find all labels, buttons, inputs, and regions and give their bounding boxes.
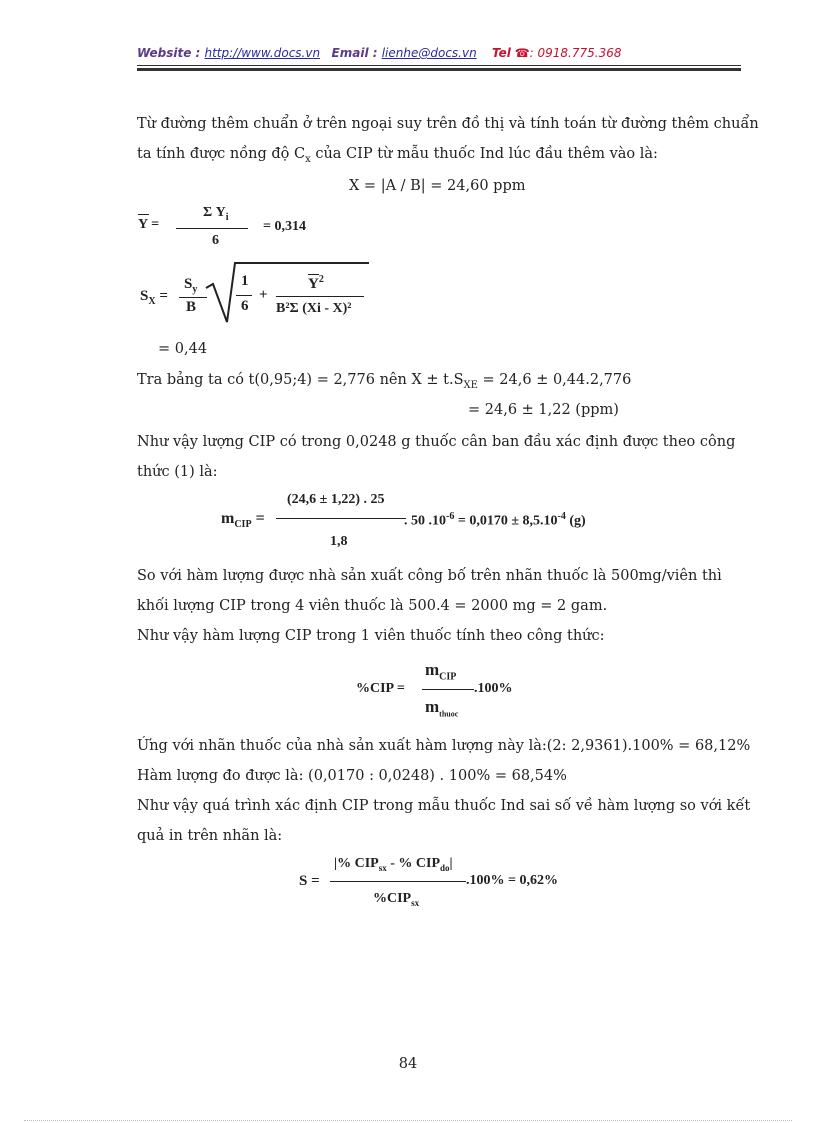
email-link[interactable]: lienhe@docs.vn xyxy=(381,46,477,60)
header-rule-thick xyxy=(137,68,741,71)
pcip-numerator: $m_{CIP}$ xyxy=(425,660,457,683)
sx-plus: + xyxy=(259,287,268,303)
paragraph-line: So với hàm lượng được nhà sản xuất công bố trên nhãn thuốc là 500mg/viên thì xyxy=(137,568,722,584)
pcip-lhs: %CIP = xyxy=(356,681,405,696)
sx-inner2-line xyxy=(276,296,364,297)
sx-frac-numerator: $S_y$ xyxy=(184,276,198,295)
mcip-denominator: 1,8 xyxy=(330,534,348,549)
paragraph-line: = 24,6 ± 1,22 (ppm) xyxy=(468,402,619,418)
sx-inner2-numerator: $Y^2$ xyxy=(308,274,324,292)
header-rule-thin xyxy=(137,65,741,66)
sx-inner2-denominator: B²Σ (Xi - X)² xyxy=(276,301,352,316)
mcip-result: . 50 $.10^{-6} = 0,0170 \pm 8,5.10^{-4}$ (g) xyxy=(404,511,586,529)
paragraph-line: Ứng với nhãn thuốc của nhà sản xuất hàm lượng này là:(2: 2,9361).100% = 68,12% xyxy=(137,738,751,754)
mcip-numerator: (24,6 ± 1,22) . 25 xyxy=(287,492,385,507)
page-header: Website : http://www.docs.vn Email : lienhe@docs.vn Tel ☎: 0918.775.368 xyxy=(137,46,622,60)
paragraph-line: quả in trên nhãn là: xyxy=(137,828,283,844)
paragraph-line: Từ đường thêm chuẩn ở trên ngoại suy trên đồ thị và tính toán từ đường thêm chuẩn xyxy=(137,116,759,132)
s-lhs: S = xyxy=(299,873,320,889)
sx-lhs: $S_X$ = xyxy=(140,288,168,307)
paragraph-line: ta tính được nồng độ $C_x$ của CIP từ mẫu thuốc Ind lúc đầu thêm vào là: xyxy=(137,146,658,165)
pcip-result: .100% xyxy=(474,681,513,696)
sx-inner1-denominator: 6 xyxy=(241,298,249,314)
s-numerator: |% $CIP_{sx}$ - % $CIP_{do}|$ xyxy=(334,856,453,873)
s-denominator: $\%CIP_{sx}$ xyxy=(373,891,420,908)
mcip-lhs: $m_{CIP}$ = xyxy=(221,510,265,531)
paragraph-line: Như vậy quá trình xác định CIP trong mẫu thuốc Ind sai số về hàm lượng so với kết xyxy=(137,798,751,814)
tel-label: Tel xyxy=(491,46,511,60)
paragraph-line: khối lượng CIP trong 4 viên thuốc là 500.4 = 2000 mg = 2 gam. xyxy=(137,598,608,614)
mcip-fraction-line xyxy=(276,518,406,519)
paragraph-line: Tra bảng ta có t(0,95;4) = 2,776 nên $X \pm t.S_{XE} = 24,6 \pm 0,44.2,776$ xyxy=(137,372,632,391)
equation-x: X = |A / B| = 24,60 ppm xyxy=(349,178,526,194)
paragraph-line: Như vậy lượng CIP có trong 0,0248 g thuốc cân ban đầu xác định được theo công xyxy=(137,434,736,450)
sx-frac-denominator: B xyxy=(186,299,197,315)
paragraph-line: thức (1) là: xyxy=(137,464,218,480)
sx-inner1-numerator: 1 xyxy=(241,273,249,289)
website-label: Website xyxy=(137,46,192,60)
paragraph-line: Như vậy hàm lượng CIP trong 1 viên thuốc tính theo công thức: xyxy=(137,628,605,644)
pcip-denominator: $m_{thuoc}$ xyxy=(425,697,459,719)
sx-frac-line xyxy=(179,297,207,298)
website-link[interactable]: http://www.docs.vn xyxy=(204,46,321,60)
page-number: 84 xyxy=(398,1056,418,1072)
page-bottom-border xyxy=(24,1120,792,1121)
ybar-numerator: Σ $Y_i$ xyxy=(203,205,229,223)
email-label: Email xyxy=(331,46,369,60)
phone-icon: ☎ xyxy=(514,46,530,60)
tel-number: : 0918.775.368 xyxy=(529,46,622,60)
ybar-result: = 0,314 xyxy=(263,219,306,234)
ybar-fraction-line xyxy=(176,228,248,229)
ybar-denominator: 6 xyxy=(212,233,219,248)
ybar-lhs: Y = xyxy=(138,217,159,233)
s-result: .100% = 0,62% xyxy=(466,873,558,888)
sx-inner1-line xyxy=(236,295,252,296)
s-fraction-line xyxy=(330,881,466,882)
paragraph-line: Hàm lượng đo được là: (0,0170 : 0,0248) . 100% = 68,54% xyxy=(137,768,567,784)
sx-result: = 0,44 xyxy=(158,341,208,357)
pcip-fraction-line xyxy=(422,689,474,690)
